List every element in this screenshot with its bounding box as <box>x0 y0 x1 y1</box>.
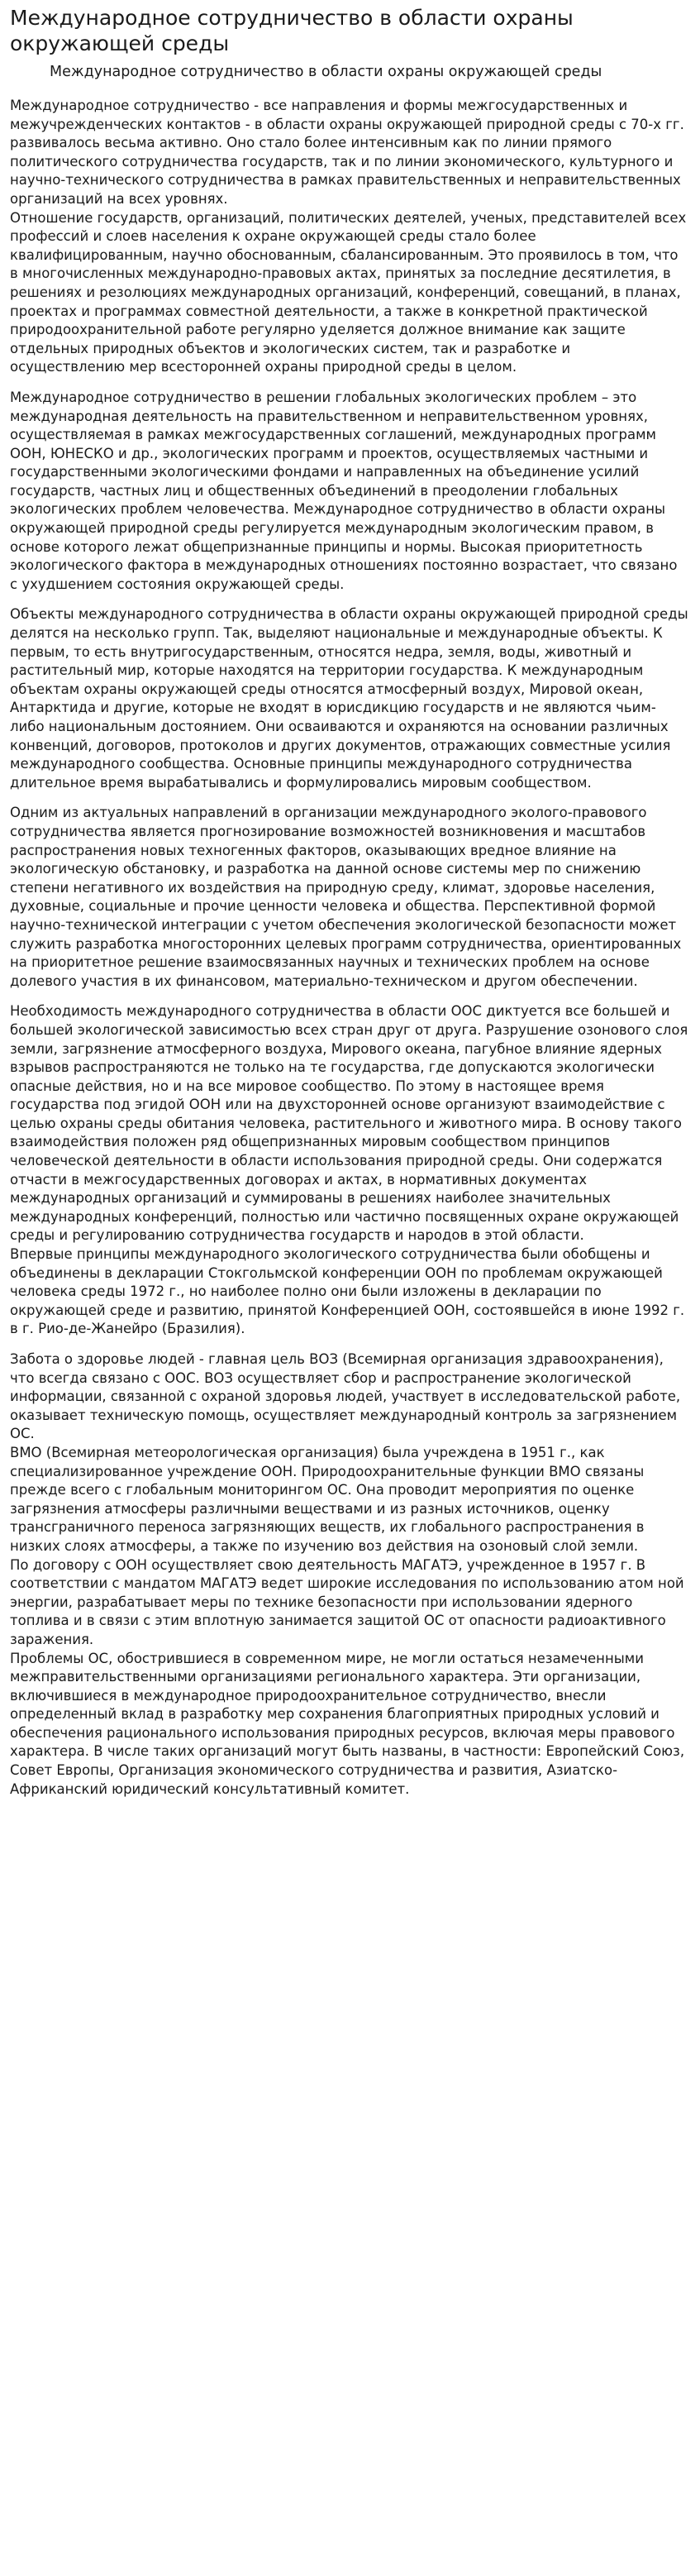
article-paragraph <box>10 97 688 377</box>
paragraph-line: Впервые принципы международного экологического сотрудничества были обобщены и объединены в декларации Стокгольмской конференции ООН по проблемам окружающей человека среды 1972 г., но наиболее полно они были изложены в декларации по окружающей среде и развитию, принятой Конференцией ООН, состоявшейся в июне 1992 г. в г. Рио-де-Жанейро (Бразилия). <box>10 1246 685 1337</box>
paragraph-line: По договору с ООН осуществляет свою деятельность МАГАТЭ, учрежденное в 1957 г. В соответствии с мандатом МАГАТЭ ведет широкие исследования по использованию атом ной энергии, разрабатывает меры по технике безопасности при использовании ядерного топлива и в связи с этим вплотную занимается защитой ОС от опасности радиоактивного заражения. <box>10 1556 684 1647</box>
paragraph-line: ВМО (Всемирная метеорологическая организация) была учреждена в 1951 г., как специализированное учреждение ООН. Природоохранительные функции ВМО связаны прежде всего с глобальным мониторингом ОС. Она проводит мероприятия по оценке загрязнения атмосферы различными веществами и из разных источников, оценку трансграничного переноса загрязняющих веществ, их глобального распространения в низких слоях атмосферы, а также по изучению воз действия на озоновый слой земли. <box>10 1444 645 1554</box>
paragraph-line: Одним из актуальных направлений в организации международного эколого-правового сотрудничества является прогнозирование возможностей возникновения и масштабов распространения новых техногенных факторов, оказывающих вредное влияние на экологическую обстановку, и разработка на данной основе системы мер по снижению степени негативного их воздействия на природную среду, климат, здоровье населения, духовные, социальные и прочие ценности человека и общества. Перспективной формой научно-технической интеграции с учетом обеспечения экологической безопасности может служить разработка многосторонних целевых программ сотрудничества, ориентированных на приоритетное решение взаимосвязанных научных и технических проблем на основе долевого участия в их финансовом, материально-техническом и другом обеспечении. <box>10 805 682 989</box>
paragraph-line: Отношение государств, организаций, политических деятелей, ученых, представителей всех профессий и слоев населения к охране окружающей среды стало более квалифицированным, научно обоснованным, сбалансированным. Это проявилось в том, что в многочисленных международно-правовых актах, принятых за последние десятилетия, в решениях и резолюциях международных организаций, конференций, совещаний, в планах, проектах и программах совместной деятельности, а также в конкретной практической природоохранительной работе регулярно уделяется должное внимание как защите отдельных природных объектов и экологических систем, так и разработке и осуществлению мер всесторонней охраны природной среды в целом. <box>10 209 687 375</box>
page-title: Международное сотрудничество в области охраны окружающей среды <box>10 6 574 55</box>
article-paragraph <box>10 1002 688 1339</box>
article-paragraph <box>10 389 688 595</box>
paragraph-line: Международное сотрудничество - все направления и формы межгосударственных и межучрежденческих контактов - в области охраны окружающей природной среды с 70-х гг. развивалось весьма активно. Оно стало более интенсивным как по линии прямого политического сотрудничества государств, так и по линии экономического, культурного и научно-технического сотрудничества в рамках правительственных и неправительственных организаций на всех уровнях. <box>10 98 684 207</box>
paragraph-line: Забота о здоровье людей - главная цель ВОЗ (Всемирная организация здравоохранения), что всегда связано с ООС. ВОЗ осуществляет сбор и распространение экологической информации, связанной с охраной здоровья людей, участвует в исследовательской работе, оказывает техническую помощь, осуществляет международный контроль за загрязнением ОС. <box>10 1351 681 1442</box>
article-paragraph <box>10 1350 688 1799</box>
page-subtitle: Международное сотрудничество в области охраны окружающей среды <box>50 64 602 80</box>
paragraph-line: Проблемы ОС, обострившиеся в современном мире, не могли остаться незамеченными межправительственными организациями регионального характера. Эти организации, включившиеся в международное природоохранительное сотрудничество, внесли определенный вклад в разработку мер сохранения благоприятных природных условий и обеспечения рационального использования природных ресурсов, включая меры правового характера. В числе таких организаций могут быть названы, в частности: Европейский Союз, Совет Европы, Организация экономического сотрудничества и развития, Азиатско-Африканский юридический консультативный комитет. <box>10 1650 685 1797</box>
article-body <box>10 97 688 1799</box>
article-paragraph <box>10 605 688 792</box>
paragraph-line: Объекты международного сотрудничества в области охраны окружающей природной среды делятся на несколько групп. Так, выделяют национальные и международные объекты. К первым, то есть внутригосударственным, относятся недра, земля, воды, животный и растительный мир, которые находятся на территории государства. К международным объектам охраны окружающей среды относятся атмосферный воздух, Мировой океан, Антарктида и другие, которые не входят в юрисдикцию государств и не являются чьим-либо национальным достоянием. Они осваиваются и охраняются на основании различных конвенций, договоров, протоколов и других документов, отражающих совместные усилия международного сообщества. Основные принципы международного сотрудничества длительное время вырабатывались и формулировались мировым сообществом. <box>10 606 688 791</box>
paragraph-line: Необходимость международного сотрудничества в области ООС диктуется все большей и большей экологической зависимостью всех стран друг от друга. Разрушение озонового слоя земли, загрязнение атмосферного воздуха, Мирового океана, пагубное влияние ядерных взрывов распространяются не только на те государства, где допускаются экологически опасные действия, но и на все мировое сообщество. По этому в настоящее время государства под эгидой ООН или на двухсторонней основе организуют взаимодействие с целью охраны среды обитания человека, растительного и животного мира. В основу такого взаимодействия положен ряд общепризнанных мировым сообществом принципов человеческой деятельности в области использования природной среды. Они содержатся отчасти в межгосударственных договорах и актах, в нормативных документах международных организаций и суммированы в решениях наиболее значительных международных конференций, полностью или частично посвященных охране окружающей среды и регулированию сотрудничества государств и народов в этой области. <box>10 1003 688 1244</box>
paragraph-line: Международное сотрудничество в решении глобальных экологических проблем – это международная деятельность на правительственном и неправительственном уровнях, осуществляемая в рамках межгосударственных соглашений, международных программ ООН, ЮНЕСКО и др., экологических программ и проектов, осуществляемых частными и государственными экологическими фондами и направленных на объединение усилий государств, частных лиц и общественных объединений в преодолении глобальных экологических проблем человечества. Международное сотрудничество в области охраны окружающей природной среды регулируется международным экологическим правом, в основе которого лежат общепризнанные принципы и нормы. Высокая приоритетность экологического фактора в международных отношениях постоянно возрастает, что связано с ухудшением состояния окружающей среды. <box>10 389 678 592</box>
article-paragraph <box>10 804 688 991</box>
